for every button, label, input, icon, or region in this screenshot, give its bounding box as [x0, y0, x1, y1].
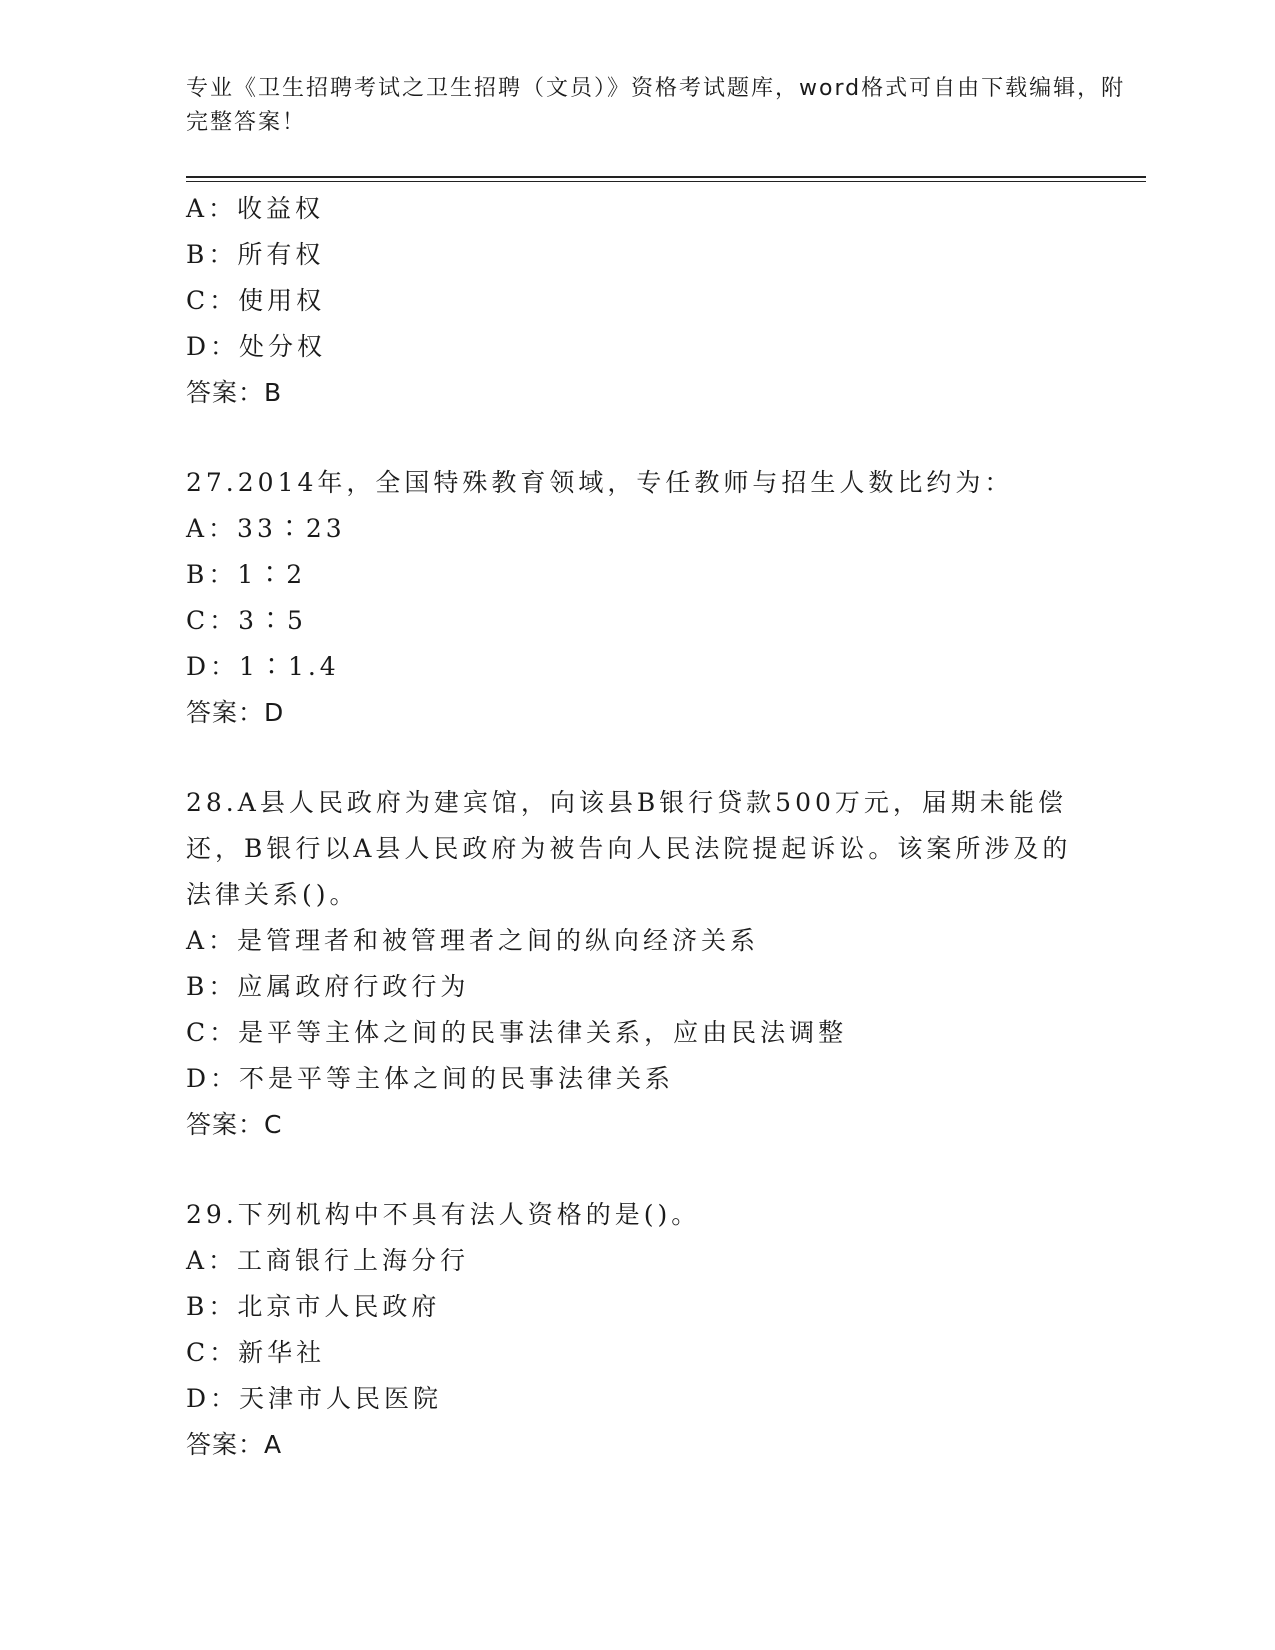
answer-line: 答案：B	[186, 378, 283, 407]
option-b: B：所有权	[186, 240, 325, 269]
header-divider	[186, 176, 1146, 182]
option-c: C：3∶5	[186, 606, 307, 635]
question-block-27	[186, 460, 1146, 736]
option-b: B：应属政府行政行为	[186, 972, 470, 1001]
question-stem: 29.下列机构中不具有法人资格的是()。	[186, 1200, 701, 1229]
document-page	[186, 72, 1146, 1468]
option-c: C：是平等主体之间的民事法律关系，应由民法调整	[186, 1018, 848, 1047]
question-block-29	[186, 1192, 1146, 1468]
option-a: A：工商银行上海分行	[186, 1246, 470, 1275]
option-a: A：收益权	[186, 194, 325, 223]
option-c: C：使用权	[186, 286, 326, 315]
answer-line: 答案：C	[186, 1110, 283, 1139]
question-list	[186, 186, 1146, 1468]
question-stem: 27.2014年，全国特殊教育领域，专任教师与招生人数比约为：	[186, 468, 1014, 497]
option-d: D：1∶1.4	[186, 652, 340, 681]
question-block-26	[186, 186, 1146, 416]
answer-line: 答案：D	[186, 698, 285, 727]
document-header: 专业《卫生招聘考试之卫生招聘（文员）》资格考试题库，word格式可自由下载编辑，附完整答案！	[186, 76, 1126, 135]
option-a: A：33∶23	[186, 514, 346, 543]
option-b: B：1∶2	[186, 560, 307, 589]
option-d: D：不是平等主体之间的民事法律关系	[186, 1064, 675, 1093]
option-d: D：处分权	[186, 332, 327, 361]
question-block-28	[186, 780, 1146, 1148]
option-a: A：是管理者和被管理者之间的纵向经济关系	[186, 926, 760, 955]
answer-line: 答案：A	[186, 1430, 283, 1459]
option-d: D：天津市人民医院	[186, 1384, 443, 1413]
question-stem: 28.A县人民政府为建宾馆，向该县B银行贷款500万元，届期未能偿还，B银行以A县人民政府为被告向人民法院提起诉讼。该案所涉及的法律关系()。	[186, 788, 1072, 909]
option-c: C：新华社	[186, 1338, 326, 1367]
option-b: B：北京市人民政府	[186, 1292, 441, 1321]
